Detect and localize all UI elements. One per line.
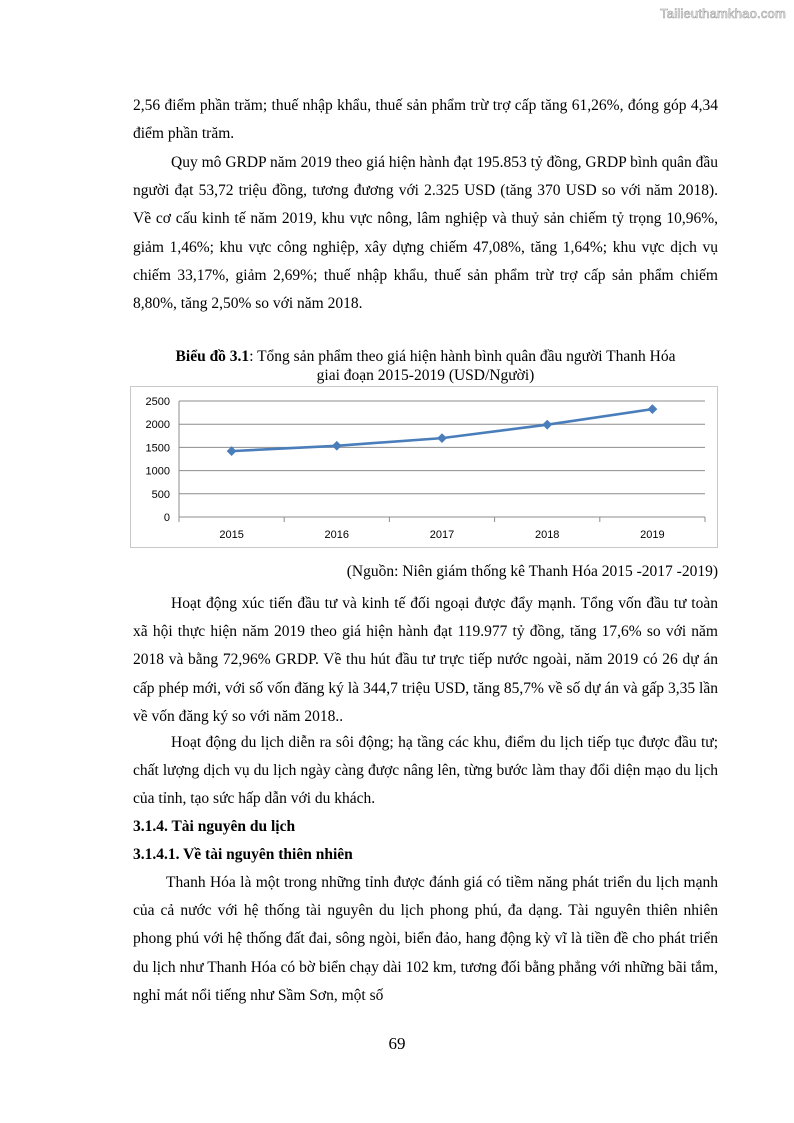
data-point: [438, 434, 446, 442]
paragraph-2: Quy mô GRDP năm 2019 theo giá hiện hành đạt 195.853 tỷ đồng, GRDP bình quân đầu người đạt 53,72 triệu đồng, tương đương với 2.325 USD (tăng 370 USD so với năm 2018). Về cơ cấu kinh tế năm 2019, khu vực nông, lâm nghiệp và thuỷ sản chiếm tỷ trọng 10,96%, giảm 1,46%; khu vực công nghiệp, xây dựng chiếm 47,08%, tăng 1,64%; khu vực dịch vụ chiếm 33,17%, giảm 2,69%; thuế nhập khẩu, thuế sản phẩm trừ trợ cấp sản phẩm chiếm 8,80%, tăng 2,50% so với năm 2018.: [133, 154, 718, 313]
y-tick-label: 500: [151, 488, 170, 501]
paragraph-5: Thanh Hóa là một trong những tỉnh được đánh giá có tiềm năng phát triển du lịch mạnh của cả nước với hệ thống tài nguyên du lịch phong phú, đa dạng. Tài nguyên thiên nhiên phong phú với hệ thống đất đai, sông ngòi, biển đảo, hang động kỳ vĩ là tiền đề cho phát triển du lịch như Thanh Hóa có bờ biển chạy dài 102 km, tương đối bằng phẳng với những bãi tắm, nghỉ mát nổi tiếng như Sầm Sơn, một số: [133, 874, 718, 1004]
series-line: [232, 409, 653, 451]
chart-caption-line2: giai đoạn 2015-2019 (USD/Người): [316, 367, 535, 384]
x-tick-label: 2019: [640, 529, 665, 541]
x-tick-label: 2017: [429, 529, 455, 541]
paragraph-1: 2,56 điểm phần trăm; thuế nhập khẩu, thuế sản phẩm trừ trợ cấp tăng 61,26%, đóng góp 4,34 điểm phần trăm.: [133, 97, 718, 143]
data-point: [648, 405, 656, 413]
y-tick-label: 2500: [145, 396, 170, 408]
page-number: 69: [388, 1034, 406, 1053]
y-tick-label: 1000: [145, 465, 170, 478]
x-tick-label: 2016: [324, 529, 350, 541]
chart-caption-text: : Tổng sản phẩm theo giá hiện hành bình quân đầu người Thanh Hóa: [249, 348, 676, 365]
subsection-heading: 3.1.4.1. Về tài nguyên thiên nhiên: [133, 846, 353, 863]
x-tick-label: 2018: [534, 529, 560, 541]
chart-source: (Nguồn: Niên giám thống kê Thanh Hóa 2015 -2017 -2019): [346, 563, 718, 580]
data-point: [333, 442, 341, 450]
data-point: [227, 447, 235, 455]
paragraph-4: Hoạt động du lịch diễn ra sôi động; hạ tầng các khu, điểm du lịch tiếp tục được đầu tư; chất lượng dịch vụ du lịch ngày càng được nâng lên, từng bước làm thay đổi diện mạo du lịch của tỉnh, tạo sức hấp dẫn với du khách.: [133, 734, 718, 808]
y-tick-label: 0: [163, 512, 170, 524]
section-heading: 3.1.4. Tài nguyên du lịch: [133, 818, 296, 835]
y-tick-label: 2000: [145, 419, 170, 432]
chart-container: [130, 386, 718, 548]
paragraph-3: Hoạt động xúc tiến đầu tư và kinh tế đối ngoại được đẩy mạnh. Tổng vốn đầu tư toàn xã hội thực hiện năm 2019 theo giá hiện hành đạt 119.977 tỷ đồng, tăng 17,6% so với năm 2018 và bằng 72,96% GRDP. Về thu hút đầu tư trực tiếp nước ngoài, năm 2019 có 26 dự án cấp phép mới, với số vốn đăng ký là 344,7 triệu USD, tăng 85,7% về số dự án và gấp 3,35 lần về vốn đăng ký so với năm 2018..: [133, 595, 718, 725]
y-tick-label: 1500: [145, 442, 170, 455]
chart-caption-line1: [133, 347, 718, 366]
line-chart: [131, 387, 717, 547]
data-point: [543, 420, 551, 428]
watermark: Tailieuthamkhao.com: [660, 6, 786, 21]
chart-caption-label: Biểu đồ 3.1: [175, 348, 250, 365]
x-tick-label: 2015: [219, 529, 244, 541]
chart-caption: [133, 347, 718, 385]
